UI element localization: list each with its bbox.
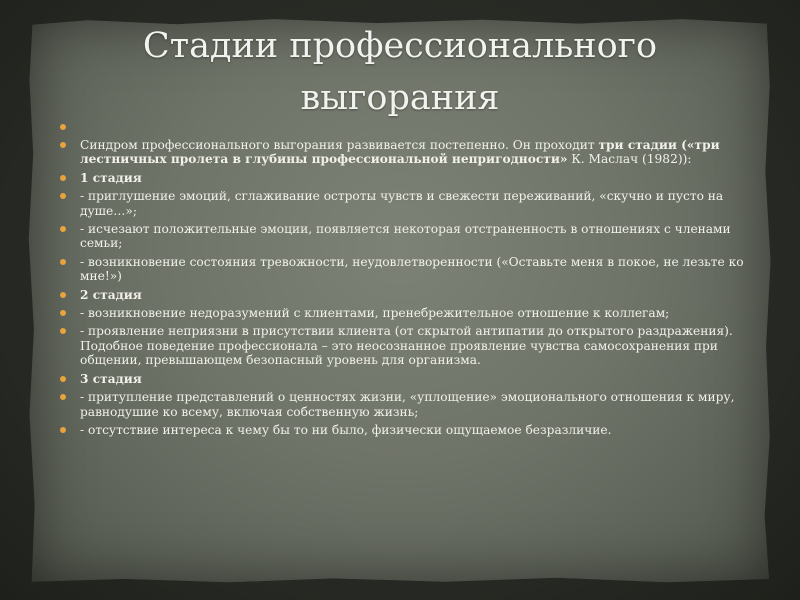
list-item-text: - возникновение недоразумений с клиентами, пренебрежительное отношение к коллегам; bbox=[80, 306, 670, 321]
bullet-icon bbox=[60, 394, 66, 400]
stage-2-heading: 2 стадия bbox=[80, 287, 142, 302]
list-item-text: - отсутствие интереса к чему бы то ни было, физически ощущаемое безразличие. bbox=[80, 422, 612, 437]
bullet-icon bbox=[60, 328, 66, 334]
list-item-stage-1-heading bbox=[58, 171, 748, 185]
bullet-icon bbox=[60, 124, 66, 130]
bullet-icon bbox=[60, 175, 66, 181]
content-list bbox=[58, 120, 748, 441]
list-item-empty bbox=[58, 120, 748, 134]
bullet-icon bbox=[60, 142, 66, 148]
bullet-icon bbox=[60, 427, 66, 433]
list-item-stage-2-heading bbox=[58, 288, 748, 302]
title-line-2: выгорания bbox=[300, 78, 500, 118]
bullet-icon bbox=[60, 193, 66, 199]
list-item bbox=[58, 222, 748, 251]
list-item bbox=[58, 423, 748, 437]
list-item bbox=[58, 390, 748, 419]
bullet-icon bbox=[60, 226, 66, 232]
list-item-text: - исчезают положительные эмоции, появляется некоторая отстраненность в отношениях с членами семьи; bbox=[80, 222, 731, 251]
list-item-text: - проявление неприязни в присутствии клиента (от скрытой антипатии до открытого раздражения). Подобное поведение профессионала – это неосознанное проявление чувства самосохранения при общении, превышающем безопасный уровень для организма. bbox=[80, 324, 733, 368]
bullet-icon bbox=[60, 259, 66, 265]
stage-3-heading: 3 стадия bbox=[80, 371, 142, 386]
list-item bbox=[58, 306, 748, 320]
list-item-text: - приглушение эмоций, сглаживание остроты чувств и свежести переживаний, «скучно и пусто на душе…»; bbox=[80, 189, 724, 218]
list-item bbox=[58, 324, 748, 367]
list-item-text: - притупление представлений о ценностях жизни, «уплощение» эмоционального отношения к миру, равнодушие ко всему, включая собственную жизнь; bbox=[80, 390, 735, 419]
list-item bbox=[58, 189, 748, 218]
intro-author-text: К. Маслач (1982)): bbox=[567, 152, 692, 167]
intro-text: Синдром профессионального выгорания развивается постепенно. Он проходит bbox=[80, 138, 599, 152]
list-item-intro bbox=[58, 138, 748, 167]
list-item-stage-3-heading bbox=[58, 372, 748, 386]
slide-title bbox=[0, 20, 800, 124]
list-item bbox=[58, 255, 748, 284]
bullet-icon bbox=[60, 292, 66, 298]
intro-bold-text: три стадии («три лестничных пролета в глубины профессиональной непригодности» bbox=[80, 138, 720, 167]
bullet-icon bbox=[60, 376, 66, 382]
list-item-text: - возникновение состояния тревожности, неудовлетворенности («Оставьте меня в покое, не лезьте ко мне!») bbox=[80, 254, 744, 284]
bullet-icon bbox=[60, 310, 66, 316]
stage-1-heading: 1 стадия bbox=[80, 170, 142, 185]
title-line-1: Стадии профессионального bbox=[142, 26, 658, 66]
